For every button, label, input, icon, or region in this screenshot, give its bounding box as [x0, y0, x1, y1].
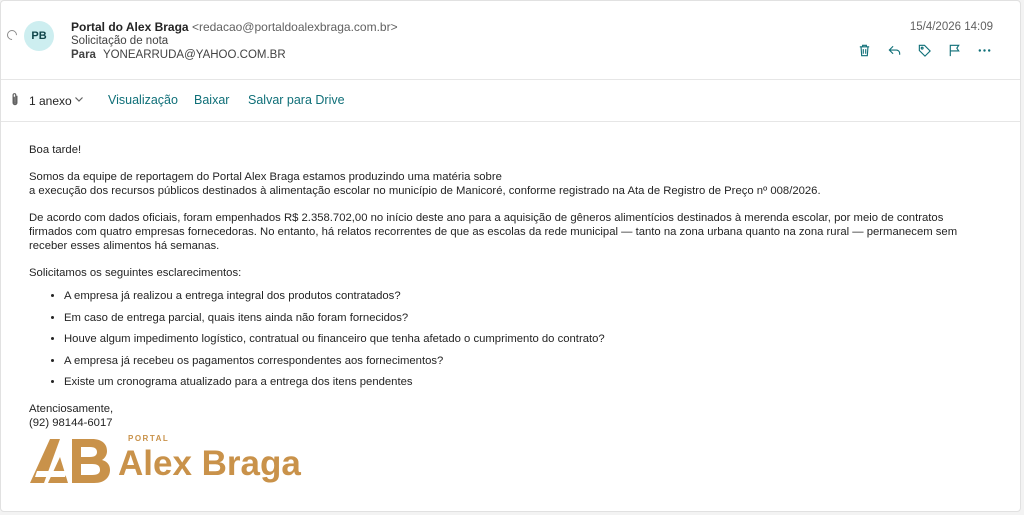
email-header [1, 1, 1020, 79]
list-item: • Houve algum impedimento logístico, contratual ou financeiro que tenha afetado o cumprimento do contrato? [64, 332, 989, 346]
flag-icon [947, 43, 962, 58]
closing: Atenciosamente, [29, 402, 114, 415]
logo-small-text: PORTAL [128, 434, 170, 443]
reply-button[interactable] [884, 41, 904, 59]
download-link[interactable]: Baixar [194, 93, 230, 107]
sender-name[interactable]: Portal do Alex Braga [71, 20, 189, 34]
email-timestamp: 15/4/2026 14:09 [909, 21, 993, 33]
list-item: • A empresa já recebeu os pagamentos correspondentes aos fornecimentos? [64, 354, 989, 368]
reply-icon [887, 43, 902, 58]
delete-button[interactable] [854, 41, 874, 59]
sender-line [71, 20, 398, 34]
email-subject: Solicitação de nota [71, 35, 169, 47]
logo-mark-b [72, 439, 110, 483]
logo-mark-crossbar [35, 471, 67, 477]
recipient-address[interactable]: YONEARRUDA@YAHOO.COM.BR [102, 49, 286, 61]
chevron-down-icon[interactable] [74, 95, 84, 103]
signature-phone: (92) 98144-6017 [29, 416, 113, 429]
tag-button[interactable] [914, 41, 934, 59]
recipient-label: Para [71, 49, 96, 61]
recipient-line [71, 49, 286, 61]
preview-link[interactable]: Visualização [108, 93, 178, 107]
more-button[interactable] [974, 41, 994, 59]
list-item: • Existe um cronograma atualizado para a entrega dos itens pendentes [64, 375, 989, 389]
list-item: • A empresa já realizou a entrega integral dos produtos contratados? [64, 289, 989, 303]
portal-alex-braga-logo [28, 431, 348, 486]
trash-icon [857, 43, 872, 58]
email-body [29, 143, 989, 430]
question-list [29, 289, 989, 389]
flag-button[interactable] [944, 41, 964, 59]
attachment-count[interactable]: 1 anexo [29, 94, 72, 108]
paperclip-icon [10, 92, 20, 107]
paragraph-2: De acordo com dados oficiais, foram empenhados R$ 2.358.702,00 no início deste ano para a aquisição de gêneros alimentícios destinados à merenda escolar, por meio de contratos firmados com quatro empresas fornecedoras. No entanto, há relatos recorrentes de que as escolas da rede municipal — tanto na zona urbana quanto na zona rural — permanecem sem receber esses alimentos há semanas. [29, 212, 958, 252]
paragraph-1-line-2: a execução dos recursos públicos destinados à alimentação escolar no município de Manicoré, conforme registrado na Ata de Registro de Preço nº 008/2026. [29, 185, 821, 197]
list-item: • Em caso de entrega parcial, quais itens ainda não foram fornecidos? [64, 311, 989, 325]
avatar[interactable]: PB [24, 21, 54, 51]
message-actions [854, 41, 994, 59]
attachment-divider [1, 121, 1020, 122]
select-checkbox[interactable] [5, 28, 19, 42]
tag-icon [917, 43, 932, 58]
paragraph-1-line-1: Somos da equipe de reportagem do Portal Alex Braga estamos produzindo uma matéria sobre [29, 171, 502, 183]
paragraph-3: Solicitamos os seguintes esclarecimentos: [29, 267, 242, 279]
save-to-drive-link[interactable]: Salvar para Drive [248, 93, 345, 107]
greeting: Boa tarde! [29, 144, 82, 156]
sender-email[interactable]: <redacao@portaldoalexbraga.com.br> [191, 20, 398, 34]
logo-big-text: Alex Braga [118, 444, 301, 483]
more-icon [977, 43, 992, 58]
